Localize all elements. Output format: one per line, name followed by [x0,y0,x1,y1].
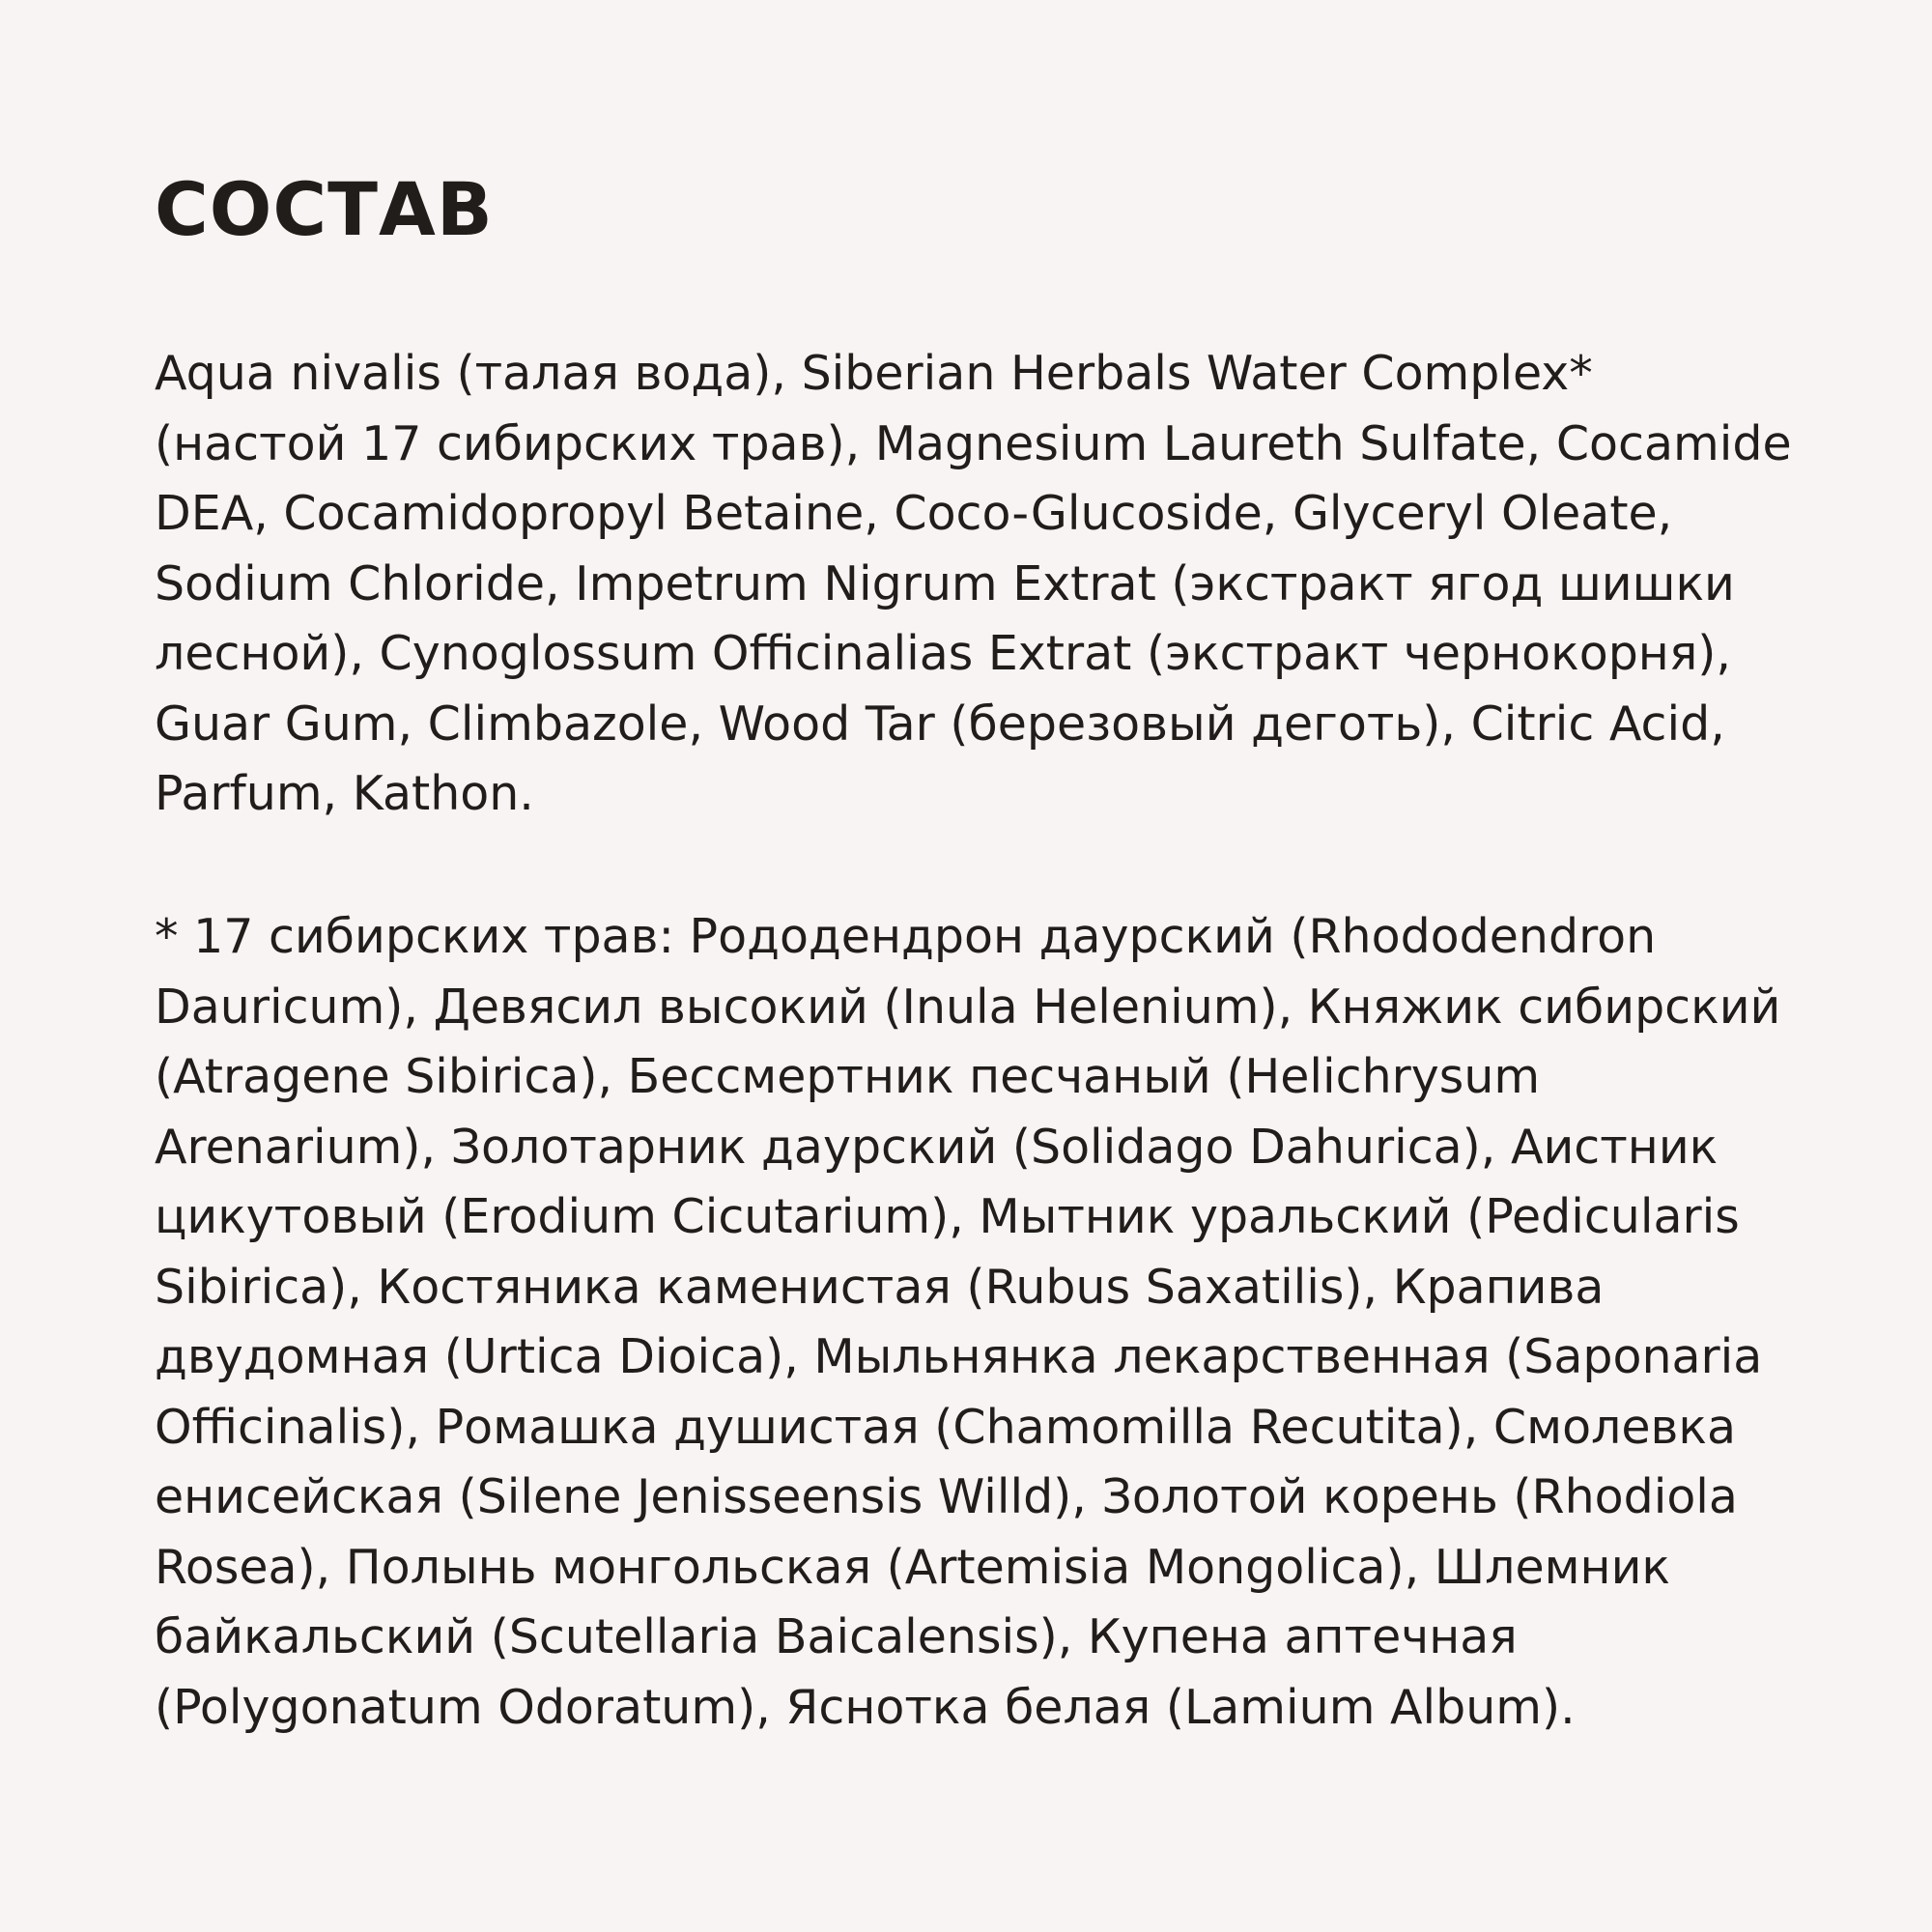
footnote-line: (Polygonatum Odoratum), Яснотка белая (Lamium Album). [155,1679,1576,1735]
ingredients-line: (настой 17 сибирских трав), Magnesium Laureth Sulfate, Cocamide [155,415,1792,471]
ingredients-line: Sodium Chloride, Impetrum Nigrum Extrat (экстракт ягод шишки [155,555,1735,611]
footnote-line: двудомная (Urtica Dioica), Мыльнянка лекарственная (Saponaria [155,1329,1763,1384]
ingredients-line: Parfum, Kathon. [155,766,534,821]
page-title: СОСТАВ [155,166,494,252]
footnote-line: Arenarium), Золотарник даурский (Solidago Dahurica), Аистник [155,1119,1719,1175]
footnote-line: Dauricum), Девясил высокий (Inula Helenium), Княжик сибирский [155,979,1781,1035]
footnote-line: Sibirica), Костяника каменистая (Rubus Saxatilis), Крапива [155,1259,1605,1315]
ingredients-line: лесной), Cynoglossum Officinalias Extrat (экстракт чернокорня), [155,626,1732,681]
footnote-line: (Atragene Sibirica), Бессмертник песчаный (Helichrysum [155,1049,1541,1104]
ingredients-line: Aqua nivalis (талая вода), Siberian Herbals Water Complex* [155,346,1593,401]
herbs-footnote [155,902,1780,1743]
footnote-line: байкальский (Scutellaria Baicalensis), Купена аптечная [155,1609,1518,1664]
footnote-line: * 17 сибирских трав: Рододендрон даурский (Rhododendron [155,909,1657,964]
footnote-line: Rosea), Полынь монгольская (Artemisia Mongolica), Шлемник [155,1539,1671,1595]
ingredients-line: DEA, Cocamidopropyl Betaine, Coco-Glucoside, Glyceryl Oleate, [155,486,1673,541]
footnote-line: цикутовый (Erodium Cicutarium), Мытник уральский (Pedicularis [155,1189,1740,1244]
footnote-line: Officinalis), Ромашка душистая (Chamomilla Recutita), Смолевка [155,1399,1737,1455]
footnote-line: енисейская (Silene Jenisseensis Willd), Золотой корень (Rhodiola [155,1469,1738,1524]
ingredients-line: Guar Gum, Climbazole, Wood Tar (березовый деготь), Citric Acid, [155,696,1725,752]
ingredients-text [155,339,1792,830]
